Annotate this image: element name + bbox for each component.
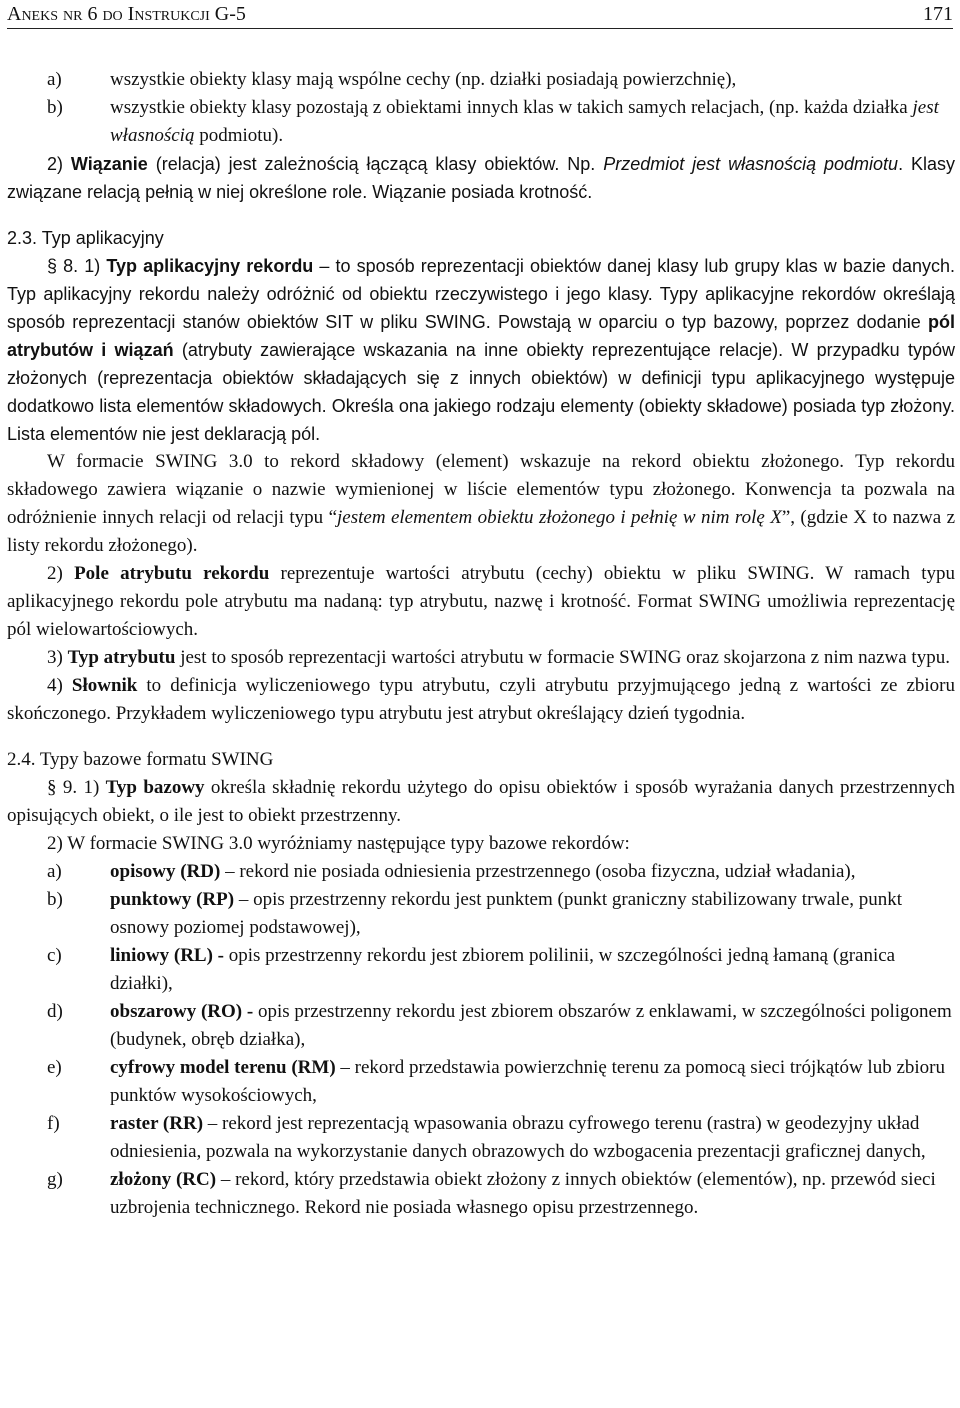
list-marker: a) — [47, 69, 62, 90]
base-types-list — [7, 858, 955, 1222]
list-item — [7, 1166, 955, 1222]
running-title: Aneks nr 6 do Instrukcji G-5 — [7, 3, 246, 25]
list-text: wszystkie obiekty klasy pozostają z obiektami innych klas w takich samych relacjach, (np. każda działka jest własnością podmiotu). — [110, 97, 939, 146]
paragraph-8-1: § 8. 1) Typ aplikacyjny rekordu – to sposób reprezentacji obiektów danej klasy lub grupy klas w bazie danych. Typ aplikacyjny rekordu należy odróżnić od obiektu rzeczywistego i jego klasy. Typy aplikacyjne rekordów określają sposób reprezentacji stanów obiektów SIT w pliku SWING. Powstają w oparciu o typ bazowy, poprzez dodanie pól atrybutów i wiązań (atrybuty zawierające wskazania na inne obiekty reprezentujące relacje). W przypadku typów złożonych (reprezentacja obiektów składających się z innych obiektów) w definicji typu aplikacyjnego występuje dodatkowo lista elementów składowych. Określa ona jakiego rodzaju elementy (obiekty składowe) posiada typ złożony. Lista elementów nie jest deklaracją pól. — [7, 256, 955, 444]
section-heading-2-3: 2.3. Typ aplikacyjny — [7, 228, 164, 248]
list-text: cyfrowy model terenu (RM) – rekord przedstawia powierzchnię terenu za pomocą sieci trójkątów lub zbioru punktów wysokościowych, — [110, 1057, 946, 1106]
list-marker: f) — [47, 1113, 60, 1134]
paragraph-swing-30: W formacie SWING 3.0 to rekord składowy (element) wskazuje na rekord obiektu złożonego. Typ rekordu składowego zawiera wiązanie o nazwie wymienionej w liście elementów typu złożonego. Konwencja ta pozwala na odróżnienie innych relacji od relacji typu “jestem elementem obiektu złożonego i pełnię w nim rolę X”, (gdzie X to nazwa z listy rekordu złożonego). — [7, 451, 956, 556]
list-item — [7, 1110, 955, 1166]
page-header — [7, 0, 953, 29]
page-body — [7, 66, 955, 1222]
page-number: 171 — [923, 3, 953, 25]
paragraph-9-1: § 9. 1) Typ bazowy określa składnię rekordu użytego do opisu obiektów i sposób wyrażania danych przestrzennych opisujących obiekt, o ile jest to obiekt przestrzenny. — [7, 777, 956, 826]
paragraph-8-2: 2) Pole atrybutu rekordu reprezentuje wartości atrybutu (cechy) obiektu w pliku SWING. W ramach typu aplikacyjnego rekordu pole atrybutu ma nadaną: typ atrybutu, nazwę i krotność. Format SWING umożliwia reprezentację pól wielowartościowych. — [7, 563, 955, 640]
list-item — [7, 94, 955, 150]
list-marker: b) — [47, 97, 63, 118]
list-item — [7, 858, 955, 886]
list-item — [7, 998, 955, 1054]
list-text: złożony (RC) – rekord, który przedstawia obiekt złożony z innych obiektów (elementów), np. przewód sieci uzbrojenia technicznego. Rekord nie posiada własnego opisu przestrzennego. — [110, 1169, 936, 1218]
class-properties-list — [7, 66, 955, 150]
list-marker: a) — [47, 861, 62, 882]
list-text: raster (RR) – rekord jest reprezentacją wpasowania obrazu cyfrowego terenu (rastra) w geodezyjny układ odniesienia, pozwala na wykorzystanie danych obrazowych do wzbogacenia prezentacji graficznej danych, — [110, 1113, 926, 1162]
paragraph-relation: 2) Wiązanie (relacja) jest zależnością łączącą klasy obiektów. Np. Przedmiot jest własnością podmiotu. Klasy związane relacją pełnią w niej określone role. Wiązanie posiada krotność. — [7, 154, 955, 202]
list-text: liniowy (RL) - opis przestrzenny rekordu jest zbiorem polilinii, w szczególności jedną łamaną (granica działki), — [110, 945, 896, 994]
paragraph-8-4: 4) Słownik to definicja wyliczeniowego typu atrybutu, czyli atrybutu przyjmującego jedną z wartości ze zbioru skończonego. Przykładem wyliczeniowego typu atrybutu jest atrybut określający dzień tygodnia. — [7, 675, 955, 724]
list-marker: d) — [47, 1001, 63, 1022]
list-text: opisowy (RD) – rekord nie posiada odniesienia przestrzennego (osoba fizyczna, udział władania), — [110, 861, 856, 882]
paragraph-8-3: 3) Typ atrybutu jest to sposób reprezentacji wartości atrybutu w formacie SWING oraz skojarzona z nim nazwa typu. — [47, 647, 950, 668]
section-heading-2-4: 2.4. Typy bazowe formatu SWING — [7, 749, 274, 770]
list-item — [7, 886, 955, 942]
list-marker: g) — [47, 1169, 63, 1190]
list-marker: e) — [47, 1057, 62, 1078]
list-item — [7, 942, 955, 998]
list-item — [7, 66, 955, 94]
list-marker: b) — [47, 889, 63, 910]
paragraph-9-2: 2) W formacie SWING 3.0 wyróżniamy następujące typy bazowe rekordów: — [47, 833, 630, 854]
list-text: obszarowy (RO) - opis przestrzenny rekordu jest zbiorem obszarów z enklawami, w szczególności poligonem (budynek, obręb działka), — [110, 1001, 952, 1050]
list-text: punktowy (RP) – opis przestrzenny rekordu jest punktem (punkt graniczny stabilizowany trwale, punkt osnowy poziomej podstawowej), — [110, 889, 903, 938]
list-item — [7, 1054, 955, 1110]
list-text: wszystkie obiekty klasy mają wspólne cechy (np. działki posiadają powierzchnię), — [110, 69, 737, 90]
list-marker: c) — [47, 945, 62, 966]
